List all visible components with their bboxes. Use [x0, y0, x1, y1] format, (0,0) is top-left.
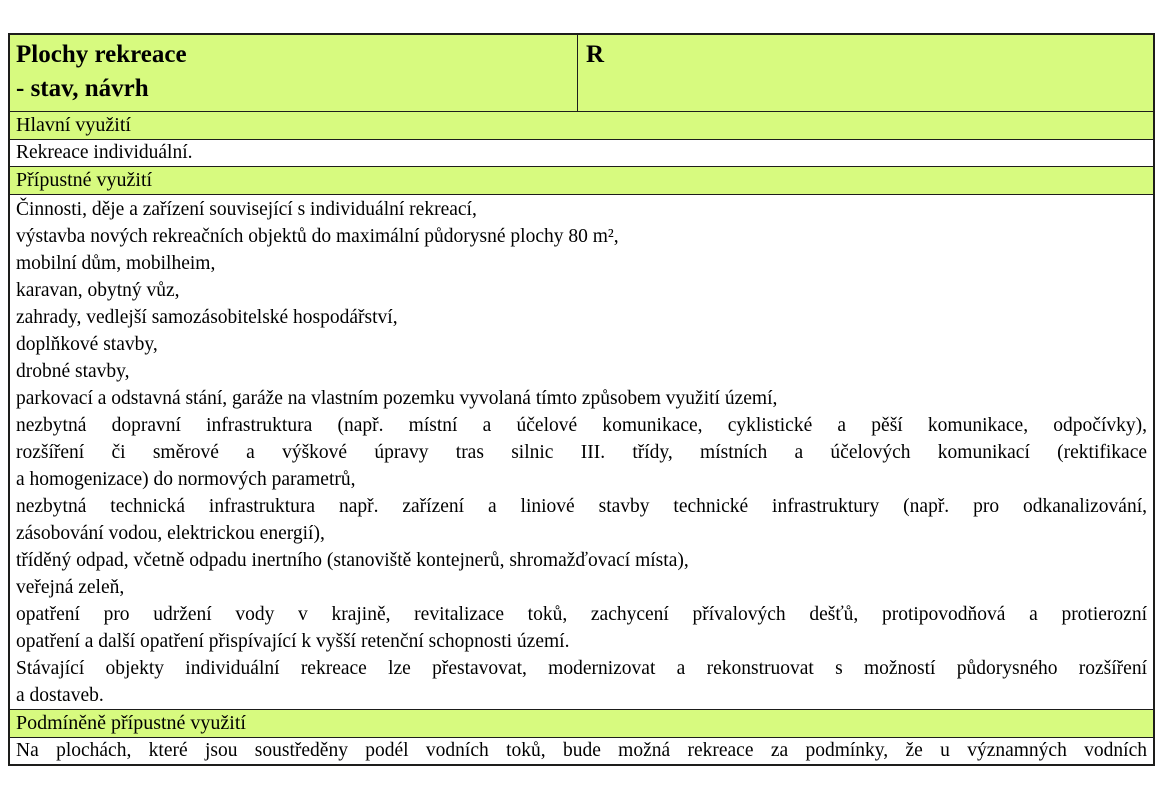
body-text-line: opatření a další opatření přispívající k vyšší retenční schopnosti území.	[16, 631, 570, 652]
body-text-line: Činnosti, děje a zařízení související s individuální rekreací,	[16, 199, 477, 220]
body-text-line: tříděný odpad, včetně odpadu inertního (stanoviště kontejnerů, shromažďovací místa),	[16, 550, 689, 571]
land-use-table	[8, 33, 1155, 766]
body-text-line: a homogenizace) do normových parametrů,	[16, 469, 356, 490]
area-title-line1: Plochy rekreace	[16, 41, 187, 68]
area-title-cell	[10, 35, 578, 111]
body-text-line: výstavba nových rekreačních objektů do maximální půdorysné plochy 80 m²,	[16, 226, 619, 247]
body-text-line: nezbytná dopravní infrastruktura (např. místní a účelové komunikace, cyklistické a pěší komunikace, odpočívky),	[16, 415, 1147, 436]
body-text-line: karavan, obytný vůz,	[16, 280, 180, 301]
body-text-line: opatření pro udržení vody v krajině, revitalizace toků, zachycení přívalových dešťů, protipovodňová a protierozní	[16, 604, 1147, 625]
body-text-line: a dostaveb.	[16, 685, 104, 706]
body-text-line: drobné stavby,	[16, 361, 130, 382]
section-heading-main-use: Hlavní využití	[10, 112, 1153, 140]
body-text-line: doplňkové stavby,	[16, 334, 158, 355]
body-text-line: Stávající objekty individuální rekreace lze přestavovat, modernizovat a rekonstruovat s možností půdorysného rozšíření	[16, 658, 1147, 679]
area-title-line2: - stav, návrh	[16, 75, 149, 102]
body-text-line: nezbytná technická infrastruktura např. zařízení a liniové stavby technické infrastruktury (např. pro odkanalizování,	[16, 496, 1147, 517]
area-code-cell	[578, 35, 1153, 111]
section-heading-conditional-use: Podmíněně přípustné využití	[10, 710, 1153, 738]
body-text-line: zásobování vodou, elektrickou energií),	[16, 523, 325, 544]
main-use-text: Rekreace individuální.	[10, 140, 1153, 167]
body-text-line: parkovací a odstavná stání, garáže na vlastním pozemku vyvolaná tímto způsobem využití území,	[16, 388, 778, 409]
area-code: R	[586, 41, 605, 68]
section-heading-permissible-use: Přípustné využití	[10, 167, 1153, 195]
body-text-line: rozšíření či směrové a výškové úpravy tras silnic III. třídy, místních a účelových komunikací (rektifikace	[16, 442, 1147, 463]
permissible-use-text	[10, 195, 1153, 710]
body-text-line: zahrady, vedlejší samozásobitelské hospodářství,	[16, 307, 398, 328]
body-text-line: mobilní dům, mobilheim,	[16, 253, 216, 274]
conditional-use-text: Na plochách, které jsou soustředěny podél vodních toků, bude možná rekreace za podmínky, že u významných vodních	[16, 740, 1147, 761]
table-header-row	[10, 35, 1153, 112]
body-text-line: veřejná zeleň,	[16, 577, 125, 598]
